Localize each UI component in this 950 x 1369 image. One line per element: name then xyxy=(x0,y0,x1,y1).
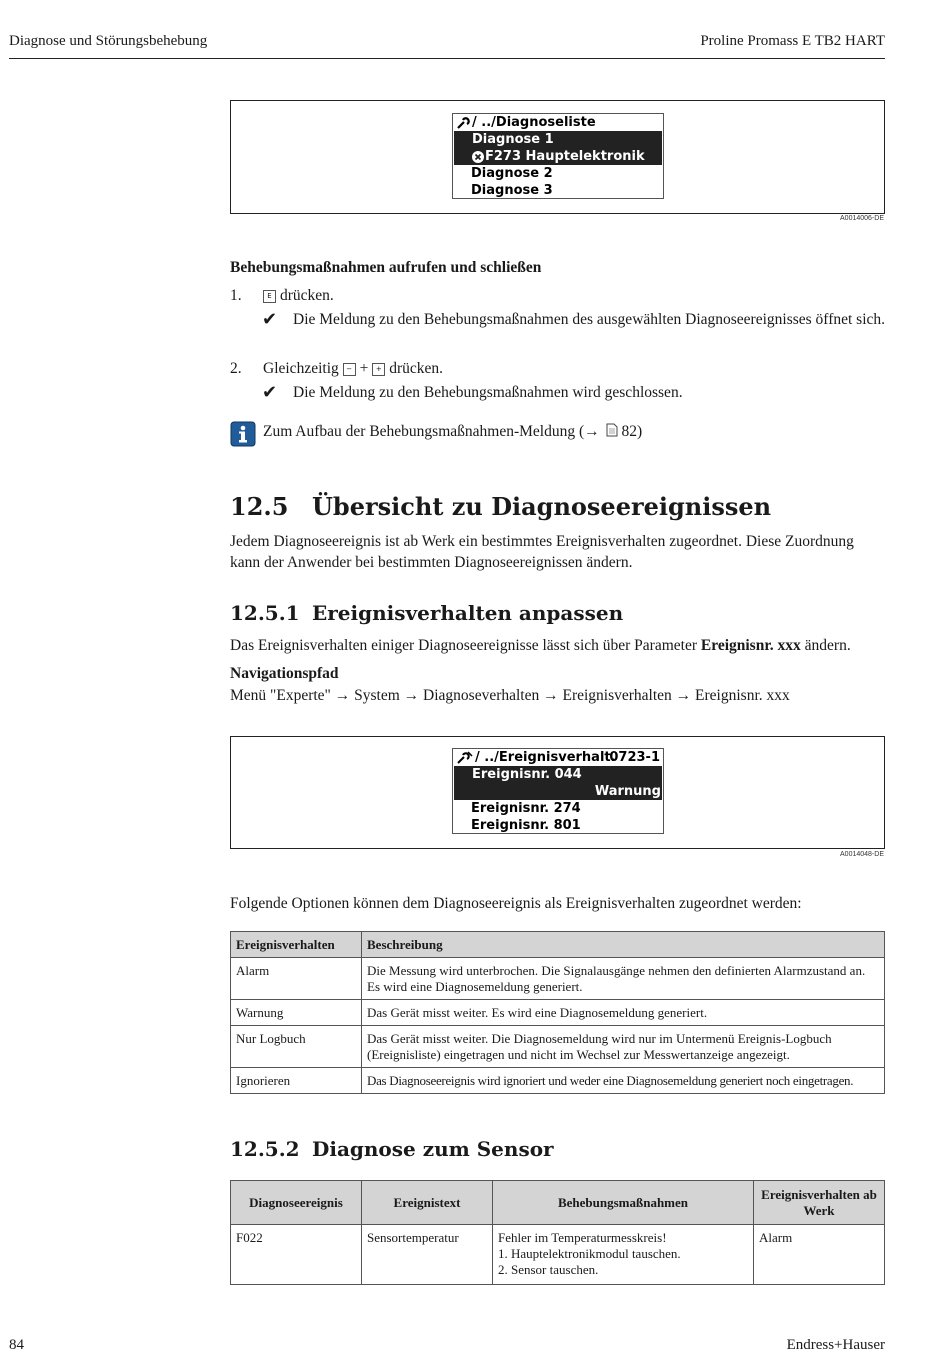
info-note xyxy=(263,421,642,442)
info-page-ref[interactable]: 82) xyxy=(621,423,643,440)
table-row xyxy=(231,1068,885,1094)
table-row xyxy=(231,1026,885,1068)
plus-key-icon: + xyxy=(372,363,385,376)
header-chapter: Diagnose und Störungsbehebung xyxy=(9,33,208,49)
options-intro: Folgende Optionen können dem Diagnoseereignis als Ereignisverhalten zugeordnet werden: xyxy=(230,895,802,912)
minus-key-icon: − xyxy=(343,363,356,376)
page-icon xyxy=(606,423,618,437)
table-header-row xyxy=(231,1181,885,1225)
cell: Die Messung wird unterbrochen. Die Signalausgänge nehmen den definierten Alarmzustand an. Es wird eine Diagnosemeldung generiert. xyxy=(362,958,885,1000)
step-2 xyxy=(263,358,443,379)
display-line: Diagnose 2 xyxy=(471,166,553,181)
display-line: Diagnose 3 xyxy=(471,183,553,198)
section-12-5-number: 12.5 xyxy=(230,492,289,521)
error-circle-icon xyxy=(472,151,484,163)
display-ereignisverhalten xyxy=(452,748,664,834)
step-1-text: drücken. xyxy=(280,287,334,304)
display-title: / ../Diagnoseliste xyxy=(472,115,596,130)
footer-brand: Endress+Hauser xyxy=(786,1337,885,1353)
figure-id: A0014006-DE xyxy=(840,215,884,222)
measure-line: 2. Sensor tauschen. xyxy=(498,1262,599,1277)
display-title-row xyxy=(453,749,663,766)
plus-sign: + xyxy=(359,360,369,377)
nav-heading: Navigationspfad xyxy=(230,665,339,682)
table-row xyxy=(231,1000,885,1026)
col-header: Ereignisverhalten ab Werk xyxy=(754,1181,885,1225)
enter-key-icon: E xyxy=(263,290,276,303)
step-2-number: 2. xyxy=(230,360,242,377)
step-2-text: drücken. xyxy=(389,360,444,377)
display-line: Ereignisnr. 801 xyxy=(471,818,581,833)
table-header-row xyxy=(231,932,885,958)
cell: Alarm xyxy=(231,958,362,1000)
expert-tools-icon xyxy=(457,751,473,764)
figure-ereignisverhalten xyxy=(230,736,885,849)
section-12-5-1-number: 12.5.1 xyxy=(230,601,300,625)
cell: Das Diagnoseereignis wird ignoriert und weder eine Diagnosemeldung generiert noch eingetragen. xyxy=(362,1068,885,1094)
display-selected-item xyxy=(454,766,662,800)
figure-id: A0014048-DE xyxy=(840,851,884,858)
cell-behavior: Alarm xyxy=(754,1225,885,1285)
check-icon: ✔ xyxy=(262,309,278,329)
figure-diagnoseliste xyxy=(230,100,885,214)
display-title: / ../Ereignisverhalt. xyxy=(475,750,616,765)
header-product: Proline Promass E TB2 HART xyxy=(700,33,885,49)
info-icon xyxy=(230,421,256,447)
section-12-5-1-title: Ereignisverhalten anpassen xyxy=(312,601,624,625)
table-row xyxy=(231,958,885,1000)
table-row xyxy=(231,1225,885,1285)
cell-text: Sensortemperatur xyxy=(362,1225,493,1285)
section-12-5-title: Übersicht zu Diagnoseereignissen xyxy=(312,492,772,521)
cell: Ignorieren xyxy=(231,1068,362,1094)
display-line: Diagnose 1 xyxy=(472,132,554,147)
text-part: Das Ereignisverhalten einiger Diagnoseereignisse lässt sich über Parameter xyxy=(230,637,701,654)
display-diagnoseliste xyxy=(452,113,664,199)
cell: Das Gerät misst weiter. Es wird eine Diagnosemeldung generiert. xyxy=(362,1000,885,1026)
section-12-5-2-number: 12.5.2 xyxy=(230,1137,300,1161)
display-line-value: Warnung xyxy=(594,784,661,799)
parameter-name: Ereignisnr. xxx xyxy=(700,637,801,654)
step-1 xyxy=(263,285,334,306)
cell-code: F022 xyxy=(231,1225,362,1285)
cell: Nur Logbuch xyxy=(231,1026,362,1068)
display-selected-item xyxy=(454,131,662,165)
footer-page-number: 84 xyxy=(9,1337,24,1353)
nav-path: Menü "Experte" → System → Diagnoseverhalten → Ereignisverhalten → Ereignisnr. xxx xyxy=(230,687,790,704)
display-line: Ereignisnr. 274 xyxy=(471,801,581,816)
col-header: Behebungsmaßnahmen xyxy=(493,1181,754,1225)
remedy-heading: Behebungsmaßnahmen aufrufen und schließen xyxy=(230,259,542,276)
check-icon: ✔ xyxy=(262,382,278,402)
cell-measures xyxy=(493,1225,754,1285)
display-title-row xyxy=(453,114,663,131)
display-line: Ereignisnr. 044 xyxy=(472,767,582,782)
section-12-5-1-text xyxy=(230,635,851,656)
measure-line: Fehler im Temperaturmesskreis! xyxy=(498,1230,667,1245)
display-code: 0723-1 xyxy=(609,750,660,765)
section-12-5-text: Jedem Diagnoseereignis ist ab Werk ein bestimmtes Ereignisverhalten zugeordnet. Diese Zuordnung kann der Anwender bei bestimmten Diagnoseereignissen ändern. xyxy=(230,533,854,571)
col-header: Ereignisverhalten xyxy=(231,932,362,958)
col-header: Diagnoseereignis xyxy=(231,1181,362,1225)
display-line-error xyxy=(454,148,662,165)
header-rule xyxy=(9,58,885,59)
table-event-behavior xyxy=(230,931,885,1094)
display-error-text: F273 Hauptelektronik xyxy=(485,149,645,164)
col-header: Beschreibung xyxy=(362,932,885,958)
step-1-result: Die Meldung zu den Behebungsmaßnahmen des ausgewählten Diagnoseereignisses öffnet sich. xyxy=(293,311,886,328)
table-sensor-diagnosis xyxy=(230,1180,885,1285)
step-1-number: 1. xyxy=(230,287,242,304)
cell: Warnung xyxy=(231,1000,362,1026)
cell: Das Gerät misst weiter. Die Diagnosemeldung wird nur im Untermenü Ereignis-Logbuch (Ereignisliste) eingetragen und nicht im Wechsel zur Messwertanzeige angezeigt. xyxy=(362,1026,885,1068)
col-header: Ereignistext xyxy=(362,1181,493,1225)
measure-line: 1. Hauptelektronikmodul tauschen. xyxy=(498,1246,681,1261)
text-part: ändern. xyxy=(800,637,851,654)
step-2-result: Die Meldung zu den Behebungsmaßnahmen wird geschlossen. xyxy=(293,384,683,401)
section-12-5-2-title: Diagnose zum Sensor xyxy=(312,1137,554,1161)
step-2-prefix: Gleichzeitig xyxy=(263,360,339,377)
info-text: Zum Aufbau der Behebungsmaßnahmen-Meldung (→ xyxy=(263,423,604,440)
wrench-icon xyxy=(457,117,470,129)
